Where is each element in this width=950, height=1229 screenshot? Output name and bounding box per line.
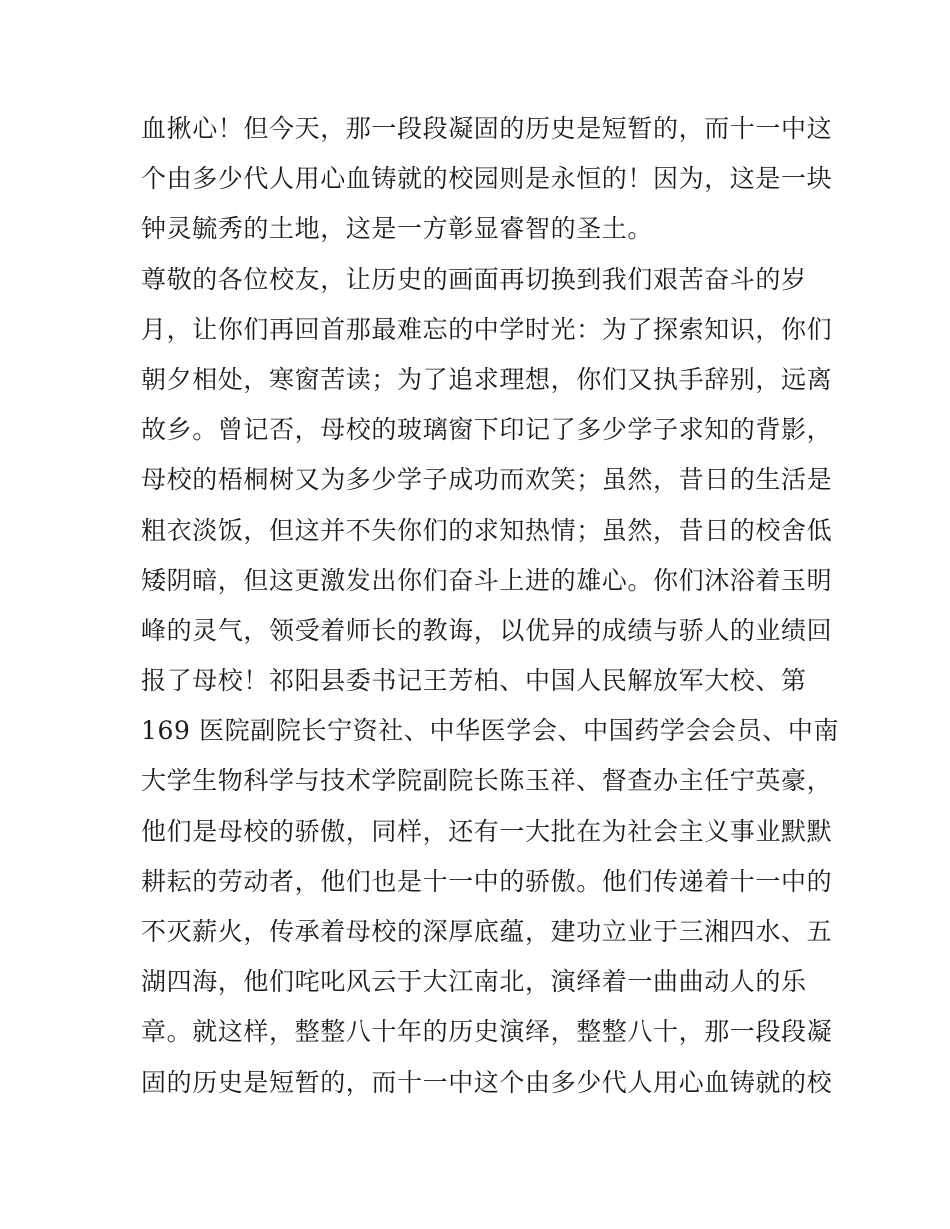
text-line: 章。就这样，整整八十年的历史演绎，整整八十，那一段段凝 [141, 1017, 833, 1047]
text-line: 粗衣淡饭，但这并不失你们的求知热情；虽然，昔日的校舍低 [141, 515, 833, 545]
body-text [141, 104, 840, 1108]
text-line: 钟灵毓秀的土地，这是一方彰显睿智的圣土。 [141, 214, 654, 244]
text-line: 血揪心！但今天，那一段段凝固的历史是短暂的，而十一中这 [141, 114, 833, 143]
text-line: 他们是母校的骄傲，同样，还有一大批在为社会主义事业默默 [141, 816, 833, 846]
text-line: 朝夕相处，寒窗苦读；为了追求理想，你们又执手辞别，远离 [141, 364, 833, 394]
text-line: 报了母校！祁阳县委书记王芳柏、中国人民解放军大校、第 [141, 666, 807, 696]
text-line: 峰的灵气，领受着师长的教诲，以优异的成绩与骄人的业绩回 [141, 615, 833, 645]
text-line: 个由多少代人用心血铸就的校园则是永恒的！因为，这是一块 [141, 164, 833, 194]
text-line: 母校的梧桐树又为多少学子成功而欢笑；虽然，昔日的生活是 [141, 465, 833, 495]
text-line: 矮阴暗，但这更激发出你们奋斗上进的雄心。你们沐浴着玉明 [141, 565, 833, 595]
text-line: 尊敬的各位校友，让历史的画面再切换到我们艰苦奋斗的岁 [141, 264, 807, 294]
text-line: 故乡。曾记否，母校的玻璃窗下印记了多少学子求知的背影， [141, 415, 833, 445]
text-line: 耕耘的劳动者，他们也是十一中的骄傲。他们传递着十一中的 [141, 866, 833, 896]
text-line: 不灭薪火，传承着母校的深厚底蕴，建功立业于三湘四水、五 [141, 917, 833, 946]
text-line: 固的历史是短暂的，而十一中这个由多少代人用心血铸就的校 [141, 1067, 833, 1097]
text-line: 湖四海，他们咤叱风云于大江南北，演绎着一曲曲动人的乐 [141, 967, 807, 997]
text-line: 大学生物科学与技术学院副院长陈玉祥、督查办主任宁英豪， [141, 766, 833, 796]
text-line: 169 医院副院长宁资社、中华医学会、中国药学会会员、中南 [141, 716, 840, 746]
text-line: 月，让你们再回首那最难忘的中学时光：为了探索知识，你们 [141, 314, 833, 344]
